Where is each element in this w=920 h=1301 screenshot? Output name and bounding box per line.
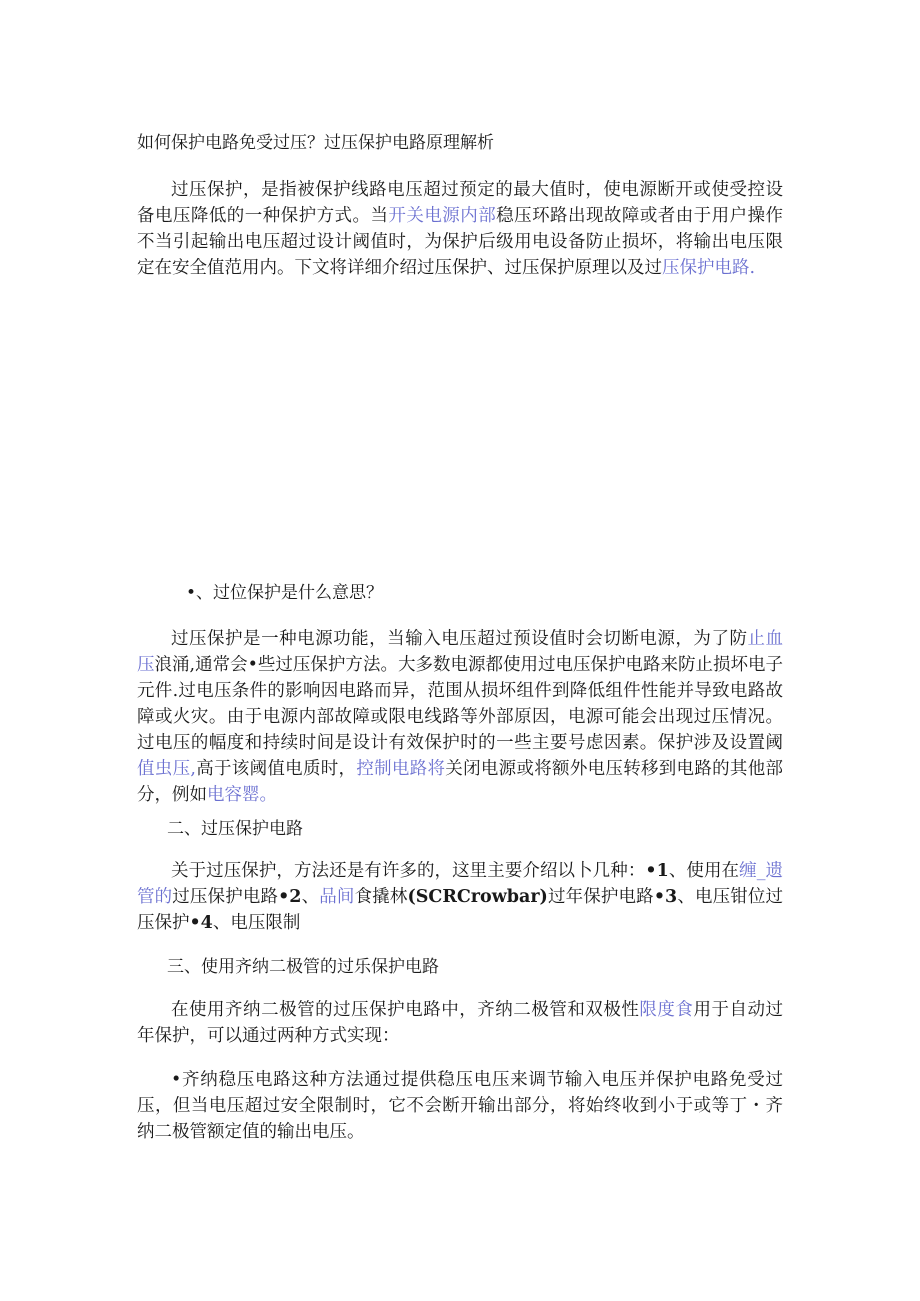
capacitor-link[interactable]: 电容罂。 [207, 785, 277, 805]
section3-text-2: 用于自动过年保护，可以通过两种方式实现： [137, 1000, 784, 1046]
zener-tube-link[interactable]: 缠_遗管的 [137, 861, 784, 907]
section2-text-5: 食撬林 [354, 887, 408, 907]
section1-text-2: 浪涌,通常会•些过压保护方法。大多数电源都使用过电压保护电路来防止损坏电子元件.过电压条件的影响因电路而异，范围从损坏组件到降低组件性能并导致电路故障或火灾。由于电源内部故障或限电线路等外部原因，电源可能会出现过压情况。过电压的幅度和持续时间是设计有效保护时的一些主要号虑因素。保护涉及设置阈 [137, 655, 784, 753]
intro-text-2: 稳压环路出现故障或者由于用户操作不当引起输出电压超过设计阈值时，为保护后级用电设备防止损坏，将输出电压限定在安全值范用内。下文将详细介绍过压保护、过压保护原理以及过 [137, 206, 784, 278]
section2-text-7: 、电压钳位过压保护 [137, 887, 784, 933]
list-marker-3: •3 [653, 887, 678, 907]
protection-circuit-link[interactable]: 压保护电路. [662, 258, 756, 278]
limiter-link[interactable]: 限度食 [639, 1000, 694, 1020]
section1-text-3: 高于该阈值电质时， [195, 759, 357, 779]
surge-link[interactable]: 止血压 [137, 629, 783, 675]
section3-paragraph [137, 997, 783, 1049]
section1-heading: •、过位保护是什么意思？ [186, 583, 384, 603]
zener-regulator-paragraph: •齐纳稳压电路这种方法通过提供稳压电压来调节输入电压并保护电路免受过压，但当电压超过安全限制时，它不会断开输出部分，将始终收到小于或等丁・齐纳二极管额定值的输出电压。 [137, 1070, 783, 1142]
list-marker-1: •1 [645, 861, 669, 881]
section2-text-4: 、 [301, 887, 320, 907]
threshold-voltage-link[interactable]: 值虫压, [137, 759, 196, 779]
thyristor-link[interactable]: 品间 [319, 887, 355, 907]
section3-heading: 三、使用齐纳二极管的过乐保护电路 [167, 957, 439, 977]
section2-text-1: 关于过压保护，方法还是有许多的，这里主要介绍以卜几种： [171, 861, 646, 881]
section1-text-1: 过压保护是一种电源功能，当输入电压超过预设值时会切断电源，为了防 [171, 629, 748, 649]
section1-text-4: 关闭电源或将额外电压转移到电路的其他部分，例如 [137, 759, 784, 805]
section2-text-2: 、使用在 [668, 861, 740, 881]
switching-power-link[interactable]: 开关电源内部 [388, 206, 497, 226]
section1-paragraph [137, 626, 783, 808]
section2-text-8: 、电压限制 [212, 913, 301, 933]
section2-heading: 二、过压保护电路 [167, 819, 303, 839]
scr-crowbar-label: (SCRCrowbar) [407, 887, 548, 907]
list-marker-4: •4 [189, 913, 213, 933]
list-marker-2: •2 [278, 887, 302, 907]
section2-paragraph [137, 858, 783, 936]
intro-paragraph [137, 177, 783, 281]
document-title: 如何保护电路免受过压？过压保护电路原理解析 [137, 133, 494, 153]
section3-text-1: 在使用齐纳二极管的过压保护电路中，齐纳二极管和双极性 [171, 1000, 640, 1020]
intro-text-1: 过压保护，是指被保护线路电压超过预定的最大值时，使电源断开或使受控设备电压降低的一种保护方式。当 [137, 180, 783, 226]
section2-text-6: 过年保护电路 [547, 887, 654, 907]
section2-text-3: 过压保护电路 [172, 887, 279, 907]
control-circuit-link[interactable]: 控制电路将 [356, 759, 446, 779]
